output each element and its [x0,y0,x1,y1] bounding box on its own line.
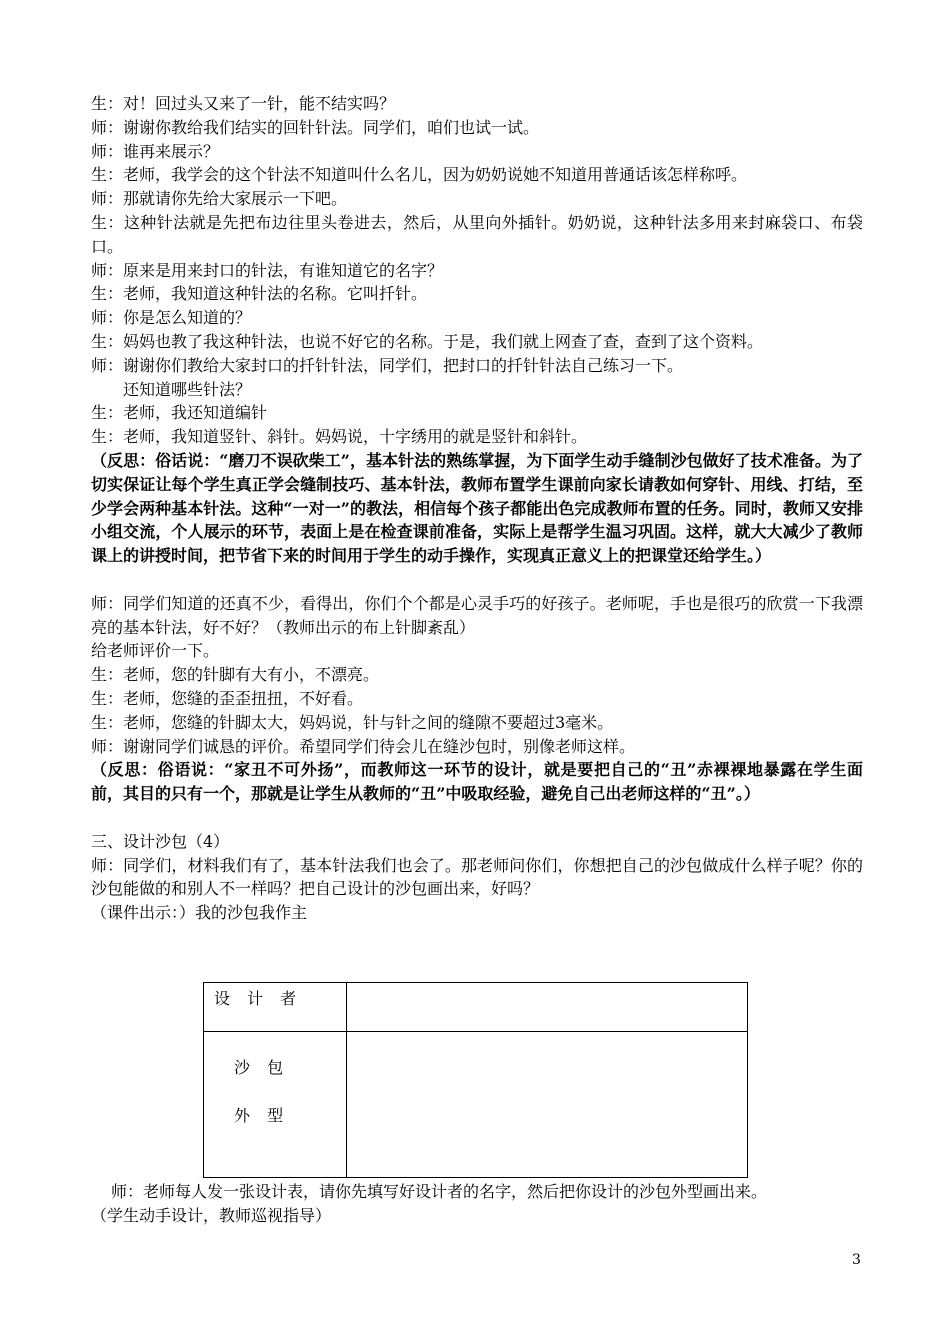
shape-label: 沙 包 [234,1058,290,1077]
designer-name-cell[interactable] [554,993,734,1023]
dialogue-line: 师：谁再来展示？ [91,141,220,161]
dialogue-line: 师：同学们，材料我们有了，基本针法我们也会了。那老师问你们，你想把自己的沙包做成什么样子呢？你的沙包能做的和别人不一样吗？把自己设计的沙包画出来，好吗？ [91,855,863,899]
dialogue-line: 师：你是怎么知道的？ [91,308,252,328]
shape-drawing-cell[interactable] [354,1039,734,1169]
dialogue-line: 生：老师，我还知道编针 [91,403,268,423]
shape-label: 外 型 [234,1106,290,1125]
dialogue-line: 生：妈妈也教了我这种针法，也说不好它的名称。于是，我们就上网查了查，查到了这个资料。 [91,331,764,351]
dialogue-line: 生：老师，我知道竖针、斜针。妈妈说，十字绣用的就是竖针和斜针。 [91,427,588,447]
designer-label: 设 计 者 [214,989,303,1008]
dialogue-line: 生：老师，您缝的歪歪扭扭，不好看。 [91,688,364,708]
dialogue-line: 师：原来是用来封口的针法，有谁知道它的名字？ [91,260,444,280]
dialogue-line: 生：对！回过头又来了一针，能不结实吗？ [91,94,396,113]
table-divider [346,983,347,1177]
dialogue-line: 生：这种针法就是先把布边往里头卷进去，然后，从里向外插针。奶奶说，这种针法多用来封麻袋口、布袋口。 [91,212,863,256]
dialogue-line: 还知道哪些针法？ [123,379,252,399]
closing-lines [91,1180,891,1228]
dialogue-line: 生：老师，您的针脚有大有小，不漂亮。 [91,665,380,685]
blank-line [91,806,863,830]
section-heading: 三、设计沙包（4） [91,831,230,851]
dialogue-line: 师：老师每人发一张设计表，请你先填写好设计者的名字，然后把你设计的沙包外型画出来。 [111,1182,768,1201]
dialogue-line: 生：老师，我学会的这个针法不知道叫什么名儿，因为奶奶说她不知道用普通话该怎样称呼。 [91,165,748,185]
courseware-caption: （课件出示：）我的沙包我作主 [91,903,308,923]
dialogue-line: 师：谢谢同学们诚恳的评价。希望同学们待会儿在缝沙包时，别像老师这样。 [91,736,636,756]
reflection-paragraph: （反思：俗话说：“磨刀不误砍柴工”，基本针法的熟练掌握，为下面学生动手缝制沙包做好了技术准备。为了切实保证让每个学生真正学会缝制技巧、基本针法，教师布置学生课前向家长请教如何穿针、用线、打结，至少学会两种基本针法。这种“一对一”的教法，相信每个孩子都能出色完成教师布置的任务。同时，教师又安排小组交流，个人展示的环节，表面上是在检查课前准备，实际上是帮学生温习巩固。这样，就大大减少了教师课上的讲授时间，把节省下来的时间用于学生的动手操作，实现真正意义上的把课堂还给学生。） [91,450,863,566]
dialogue-line: 师：谢谢你们教给大家封口的扦针针法，同学们，把封口的扦针针法自己练习一下。 [91,355,684,375]
dialogue-line: 给老师评价一下。 [91,641,220,661]
design-table [203,982,748,1178]
page-number: 3 [852,1252,861,1268]
dialogue-line: （学生动手设计，教师巡视指导） [91,1205,332,1225]
table-divider [204,1031,747,1032]
reflection-paragraph: （反思：俗语说：“家丑不可外扬”，而教师这一环节的设计，就是要把自己的“丑”赤裸裸地暴露在学生面前，其目的只有一个，那就是让学生从教师的“丑”中吸取经验，避免自己出老师这样的“丑”。） [91,760,863,804]
document-body [91,92,863,925]
dialogue-line: 师：谢谢你教给我们结实的回针针法。同学们，咱们也试一试。 [91,117,540,137]
dialogue-line: 师：同学们知道的还真不少，看得出，你们个个都是心灵手巧的好孩子。老师呢，手也是很巧的欣赏一下我漂亮的基本针法，好不好？（教师出示的布上针脚紊乱） [91,593,863,637]
blank-line [91,568,863,592]
dialogue-line: 师：那就请你先给大家展示一下吧。 [91,189,348,209]
dialogue-line: 生：老师，我知道这种针法的名称。它叫扦针。 [91,284,428,304]
dialogue-line: 生：老师，您缝的针脚太大，妈妈说，针与针之间的缝隙不要超过3毫米。 [91,712,614,732]
